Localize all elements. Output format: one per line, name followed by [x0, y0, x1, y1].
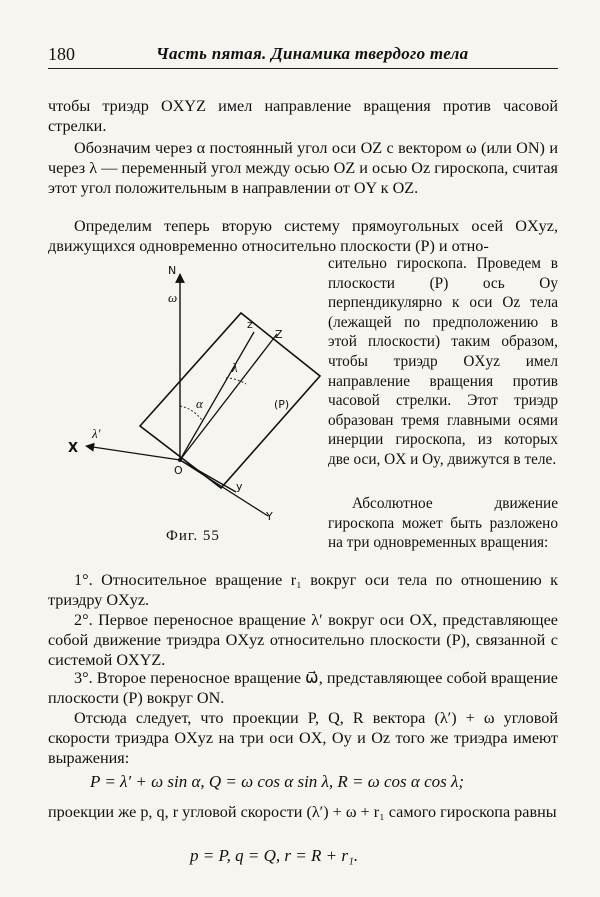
paragraph-5: Отсюда следует, что проекции P, Q, R вектора (λ′) + ω угловой скорости триэдра OXyz на три оси OX, Oy и Oz того же триэдра имеют выражения: [48, 709, 558, 767]
list-item-1: 1°. Относительное вращение r₁ вокруг оси тела по отношению к триэдру OXyz. [48, 571, 558, 609]
label-omega: ω [168, 290, 178, 305]
gyroscope-diagram [56, 258, 324, 528]
label-x: X [68, 441, 79, 456]
figure-55 [56, 258, 324, 528]
label-lambda: λ [232, 360, 238, 375]
axis-oz-line [180, 332, 254, 460]
origin-point [178, 458, 182, 462]
paragraph-1: чтобы триэдр OXYZ имел направление вращения против часовой стрелки. [48, 97, 558, 135]
paragraph-2: Обозначим через α постоянный угол оси OZ с вектором ω (или ON) и через λ — переменный угол между осью OZ и осью Oz гироскопа, считая этот угол положительным в направлении от OY к OZ. [48, 139, 558, 197]
axis-y-line [180, 460, 268, 516]
running-title: Часть пятая. Динамика твердого тела [156, 44, 469, 63]
running-header [48, 44, 558, 69]
paragraph-6: проекции же p, q, r угловой скорости (λ′) + ω + r₁ самого гироскопа равны [48, 803, 557, 821]
label-origin: O [174, 464, 183, 477]
axis-x-line [86, 446, 180, 460]
list-item-3: 3°. Второе переносное вращение ω⃗, представляющее собой вращение плоскости (P) вокруг ON. [48, 669, 558, 707]
label-n: N [168, 264, 177, 277]
label-plane-p: (P) [274, 398, 290, 411]
page-number: 180 [48, 44, 75, 64]
axis-oy-line [180, 460, 236, 492]
label-capital-z: Z [275, 328, 283, 341]
paragraph-3-wrap: сительно гироскопа. Проведем в плоскости (P) ось Oy перпендикулярно к оси Oz тела (лежащей по предположению в этой плоскости) таким образом, чтобы триэдр OXyz имел направление вращения против часовой стрелки. Этот триэдр образован тремя главными осями инерции гироскопа, из которых две оси, OX и Oy, движутся в теле. [328, 255, 558, 468]
label-y: y [236, 480, 243, 493]
paragraph-3: Определим теперь вторую систему прямоугольных осей OXyz, движущихся одновременно относительно плоскости (P) и отно- [48, 217, 558, 255]
plane-p-outline [140, 313, 320, 488]
formula-projections: P = λ′ + ω sin α, Q = ω cos α sin λ, R = ω cos α cos λ; [90, 772, 465, 791]
label-lambda-prime: λ′ [92, 426, 101, 441]
paragraph-4-wrap: Абсолютное движение гироскопа может быть разложено на три одновременных вращения: [328, 495, 558, 552]
figure-caption: Фиг. 55 [166, 528, 220, 544]
label-capital-y: Y [266, 510, 273, 523]
formula-gyroscope: p = P, q = Q, r = R + r₁. [190, 846, 359, 865]
label-alpha: α [196, 396, 203, 411]
label-z: z [247, 318, 253, 331]
list-item-2: 2°. Первое переносное вращение λ′ вокруг оси OX, представляющее собой движение триэдра OXyz относительно плоскости (P), связанной с системой OXYZ. [48, 611, 558, 669]
